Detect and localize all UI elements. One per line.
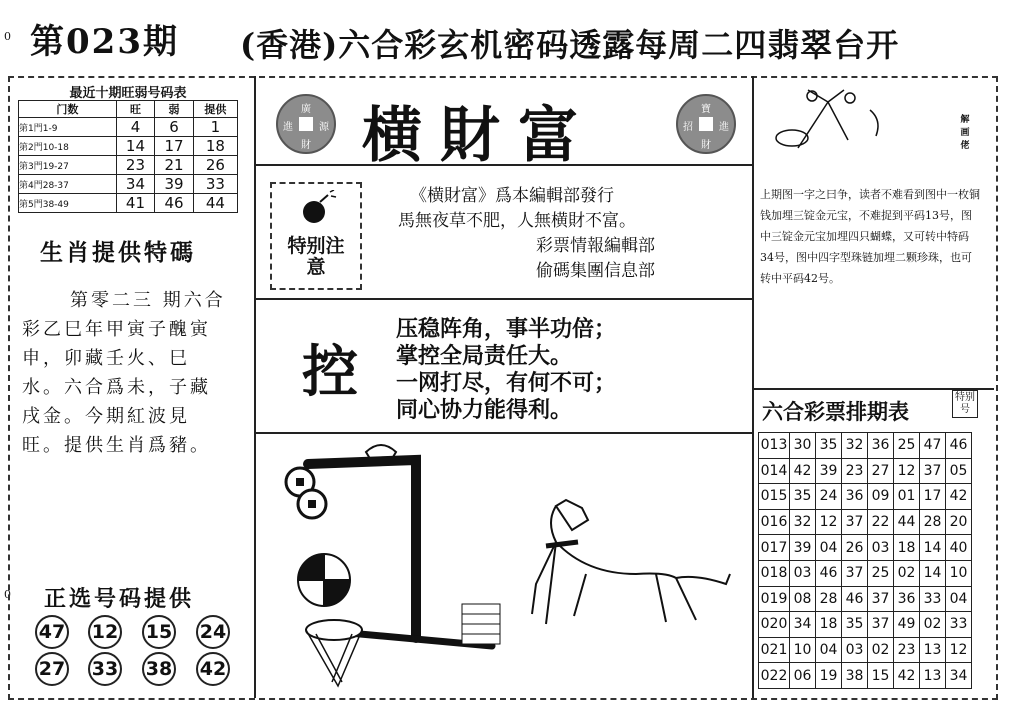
riddle-text	[396, 316, 616, 424]
draw-number-cell: 34	[946, 663, 972, 689]
draw-number-cell: 39	[816, 458, 842, 484]
draw-number-cell: 42	[790, 458, 816, 484]
draws-table	[758, 432, 972, 689]
issue-number: 第023期	[30, 22, 179, 62]
zodiac-line: 申，卯藏壬火、巳	[22, 348, 190, 369]
draw-issue-cell: 013	[759, 433, 790, 459]
draw-number-cell: 13	[920, 637, 946, 663]
riddle-line: 一网打尽，有何不可；	[396, 371, 617, 396]
draw-number-cell: 06	[790, 663, 816, 689]
table-row	[759, 586, 972, 612]
zodiac-line: 第零二三 期六合	[70, 290, 226, 311]
pick-ball: 47	[35, 615, 69, 649]
draw-number-cell: 35	[816, 433, 842, 459]
table-row	[19, 175, 238, 194]
notice-line: 偷碼集團信息部	[536, 261, 655, 281]
pick-ball: 27	[35, 652, 69, 686]
coin-stack-icon	[286, 468, 326, 518]
draw-number-cell: 15	[868, 663, 894, 689]
coin-char: 招	[683, 122, 693, 133]
draw-number-cell: 33	[920, 586, 946, 612]
records-cell: 1	[193, 118, 237, 137]
draw-number-cell: 32	[790, 509, 816, 535]
records-table	[18, 100, 238, 213]
draw-number-cell: 47	[920, 433, 946, 459]
draw-issue-cell: 020	[759, 612, 790, 638]
pick-ball: 33	[88, 652, 122, 686]
coin-char: 源	[319, 122, 329, 133]
draw-number-cell: 37	[920, 458, 946, 484]
draw-issue-cell: 015	[759, 484, 790, 510]
margin-mark-mid: 0	[4, 588, 11, 601]
zodiac-text	[22, 286, 252, 460]
draw-number-cell: 24	[816, 484, 842, 510]
riddle-line: 压稳阵角，事半功倍；	[396, 317, 617, 342]
zodiac-line: 水。六合爲未，子藏	[22, 377, 211, 398]
draw-number-cell: 37	[842, 560, 868, 586]
table-row	[759, 637, 972, 663]
draw-number-cell: 14	[920, 535, 946, 561]
gate-post	[308, 460, 416, 638]
draw-number-cell: 03	[790, 560, 816, 586]
riddle-box	[266, 306, 748, 426]
draw-number-cell: 27	[868, 458, 894, 484]
records-cell: 第1門1-9	[19, 118, 117, 137]
records-cell: 39	[155, 175, 194, 194]
coin-char: 財	[301, 140, 311, 151]
draw-number-cell: 28	[920, 509, 946, 535]
net-icon	[306, 620, 362, 686]
records-col: 弱	[155, 101, 194, 118]
draw-number-cell: 09	[868, 484, 894, 510]
butterfly-icon	[776, 90, 878, 148]
draw-number-cell: 13	[920, 663, 946, 689]
records-title: 最近十期旺弱号码表	[69, 86, 187, 101]
records-cell: 第5門38-49	[19, 194, 117, 213]
draw-number-cell: 12	[894, 458, 920, 484]
draw-number-cell: 26	[842, 535, 868, 561]
notice-label: 特别注意	[287, 235, 345, 278]
draws-title: 六合彩票排期表	[762, 400, 909, 424]
draw-issue-cell: 014	[759, 458, 790, 484]
draw-issue-cell: 022	[759, 663, 790, 689]
draw-number-cell: 23	[842, 458, 868, 484]
draw-number-cell: 18	[816, 612, 842, 638]
draw-number-cell: 36	[868, 433, 894, 459]
draw-number-cell: 38	[842, 663, 868, 689]
zodiac-line: 戌金。今期紅波見	[22, 406, 190, 427]
records-cell: 14	[116, 137, 155, 156]
draw-number-cell: 18	[894, 535, 920, 561]
coin-char: 進	[283, 122, 293, 133]
records-cell: 33	[193, 175, 237, 194]
draw-number-cell: 10	[790, 637, 816, 663]
draw-number-cell: 37	[842, 509, 868, 535]
notice-line: 馬無夜草不肥，人無横財不富。	[398, 211, 636, 231]
draw-issue-cell: 016	[759, 509, 790, 535]
riddle-line: 掌控全局责任大。	[396, 344, 573, 369]
records-cell: 23	[116, 156, 155, 175]
draw-number-cell: 46	[816, 560, 842, 586]
draw-number-cell: 25	[868, 560, 894, 586]
draw-number-cell: 12	[946, 637, 972, 663]
divider-notice	[256, 298, 752, 300]
draw-number-cell: 02	[868, 637, 894, 663]
draw-issue-cell: 021	[759, 637, 790, 663]
draw-number-cell: 28	[816, 586, 842, 612]
draw-number-cell: 08	[790, 586, 816, 612]
riddle-key-char: 控	[302, 339, 358, 405]
page-title: (香港)六合彩玄机密码透露每周二四翡翠台开	[240, 26, 900, 64]
table-row	[19, 156, 238, 175]
draw-number-cell: 35	[790, 484, 816, 510]
banner-title: 横財富	[362, 101, 596, 171]
draw-issue-cell: 019	[759, 586, 790, 612]
coin-char: 廣	[301, 104, 311, 115]
draw-number-cell: 01	[894, 484, 920, 510]
draw-number-cell: 32	[842, 433, 868, 459]
puzzle-illustration	[758, 80, 938, 162]
draw-number-cell: 30	[790, 433, 816, 459]
table-row	[759, 663, 972, 689]
draw-number-cell: 03	[868, 535, 894, 561]
records-cell: 41	[116, 194, 155, 213]
draw-number-cell: 12	[816, 509, 842, 535]
table-row	[759, 535, 972, 561]
coin-right-icon	[676, 94, 736, 154]
records-col: 门数	[19, 101, 117, 118]
table-row	[759, 612, 972, 638]
records-cell: 26	[193, 156, 237, 175]
draw-number-cell: 04	[816, 637, 842, 663]
draw-number-cell: 05	[946, 458, 972, 484]
notice-text	[376, 184, 742, 284]
pick-ball: 24	[196, 615, 230, 649]
bomb-icon	[298, 190, 338, 226]
draw-number-cell: 46	[842, 586, 868, 612]
draw-number-cell: 33	[946, 612, 972, 638]
table-row	[759, 433, 972, 459]
ball-icon	[298, 554, 350, 606]
puzzle-text: 上期图一字之曰争，读者不难看到图中一枚铜钱加埋三锭金元宝，不难捉到平码13号，图中三锭金元宝加埋四只蝴蝶，又可转中特码34号，图中四字型珠链加埋二颗珍珠，也可转中平码42号。	[760, 188, 980, 285]
table-row	[19, 194, 238, 213]
draw-number-cell: 34	[790, 612, 816, 638]
draw-number-cell: 49	[894, 612, 920, 638]
records-cell: 17	[155, 137, 194, 156]
draw-number-cell: 04	[946, 586, 972, 612]
draw-number-cell: 02	[920, 612, 946, 638]
draw-issue-cell: 018	[759, 560, 790, 586]
draw-number-cell: 14	[920, 560, 946, 586]
dog-icon	[532, 500, 730, 624]
draw-number-cell: 40	[946, 535, 972, 561]
draw-number-cell: 02	[894, 560, 920, 586]
pick-ball: 38	[142, 652, 176, 686]
table-row	[19, 118, 238, 137]
coin-left-icon	[276, 94, 336, 154]
records-cell: 第4門28-37	[19, 175, 117, 194]
puzzle-label: 解画佬	[960, 115, 970, 151]
draw-number-cell: 44	[894, 509, 920, 535]
coin-char: 進	[719, 122, 729, 133]
records-cell: 18	[193, 137, 237, 156]
draw-number-cell: 10	[946, 560, 972, 586]
records-col: 提供	[193, 101, 237, 118]
table-row	[19, 137, 238, 156]
pick-ball: 15	[142, 615, 176, 649]
draw-number-cell: 37	[868, 586, 894, 612]
riddle-illustration	[256, 434, 750, 696]
notice-box	[270, 182, 362, 290]
draws-special-label: 特别号	[952, 390, 978, 418]
margin-mark-top: 0	[4, 30, 11, 43]
draw-number-cell: 22	[868, 509, 894, 535]
coin-char: 財	[701, 140, 711, 151]
draw-number-cell: 20	[946, 509, 972, 535]
table-row	[759, 560, 972, 586]
draw-number-cell: 25	[894, 433, 920, 459]
zodiac-line: 旺。提供生肖爲豬。	[22, 435, 211, 456]
picks-heading: 正选号码提供	[44, 587, 195, 612]
records-cell: 6	[155, 118, 194, 137]
records-cell: 44	[193, 194, 237, 213]
records-cell: 第3門19-27	[19, 156, 117, 175]
draw-number-cell: 17	[920, 484, 946, 510]
draw-number-cell: 42	[946, 484, 972, 510]
notice-line: 《横財富》爲本編輯部發行	[410, 186, 614, 206]
table-row	[759, 484, 972, 510]
records-cell: 第2門10-18	[19, 137, 117, 156]
records-cell: 4	[116, 118, 155, 137]
zodiac-heading: 生肖提供特碼	[40, 240, 196, 266]
draw-number-cell: 04	[816, 535, 842, 561]
records-cell: 21	[155, 156, 194, 175]
pick-ball: 42	[196, 652, 230, 686]
zodiac-line: 彩乙巳年甲寅子醜寅	[22, 319, 211, 340]
coin-char: 寶	[701, 104, 711, 115]
records-cell: 46	[155, 194, 194, 213]
draw-number-cell: 03	[842, 637, 868, 663]
notice-line: 彩票情報編輯部	[536, 236, 655, 256]
draw-number-cell: 36	[894, 586, 920, 612]
draw-number-cell: 42	[894, 663, 920, 689]
pick-ball: 12	[88, 615, 122, 649]
records-col: 旺	[116, 101, 155, 118]
draw-issue-cell: 017	[759, 535, 790, 561]
draw-number-cell: 23	[894, 637, 920, 663]
draw-number-cell: 36	[842, 484, 868, 510]
divider-right	[752, 76, 754, 698]
records-cell: 34	[116, 175, 155, 194]
draw-number-cell: 35	[842, 612, 868, 638]
draw-number-cell: 37	[868, 612, 894, 638]
table-row	[759, 509, 972, 535]
draw-number-cell: 46	[946, 433, 972, 459]
book-stack-icon	[462, 604, 500, 644]
riddle-line: 同心协力能得利。	[396, 398, 573, 423]
draw-number-cell: 19	[816, 663, 842, 689]
draw-number-cell: 39	[790, 535, 816, 561]
table-row	[759, 458, 972, 484]
